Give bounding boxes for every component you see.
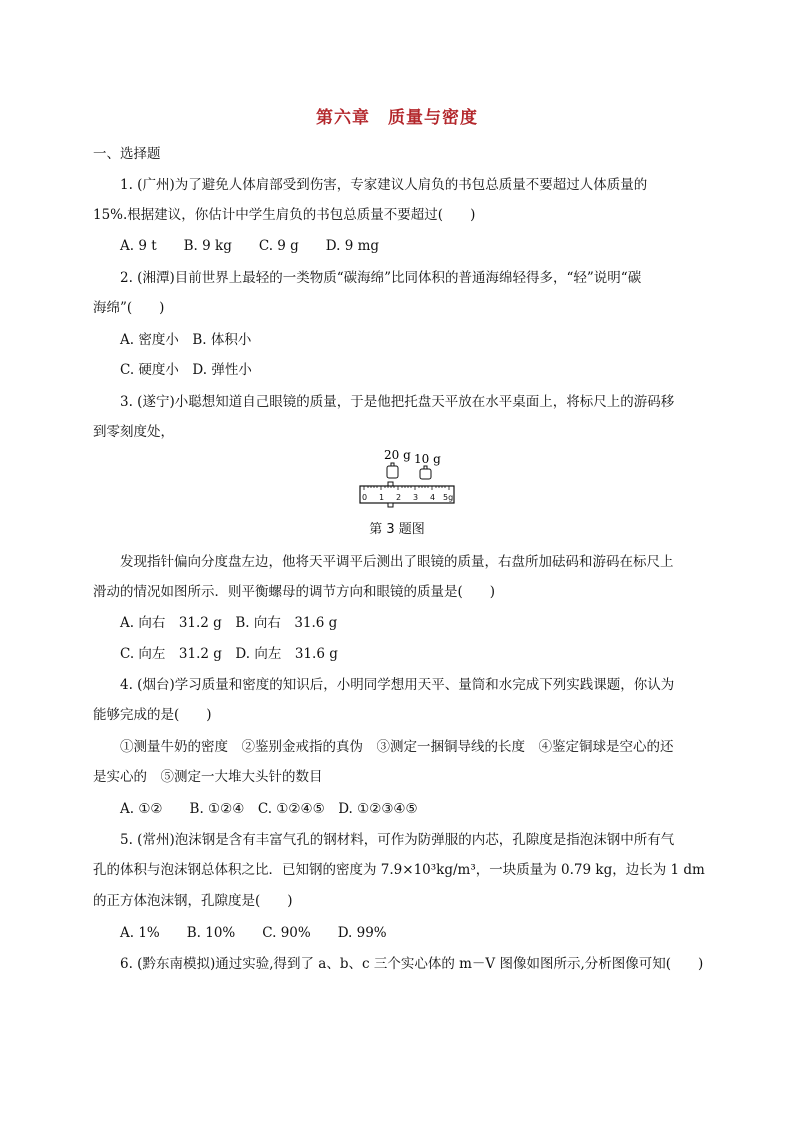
rider-bottom-icon	[388, 503, 393, 507]
balance-scale-figure	[350, 445, 460, 520]
q6-text-line1: 6. (黔东南模拟)通过实验,得到了 a、b、c 三个实心体的 m－V 图像如图所示,分析图像可知( )	[120, 956, 704, 972]
q4-text-line3: ①测量牛奶的密度 ②鉴别金戒指的真伪 ③测定一捆铜导线的长度 ④鉴定铜球是空心的还	[120, 739, 674, 755]
q1-text-line2: 15%.根据建议，你估计中学生肩负的书包总质量不要超过( )	[93, 207, 476, 223]
rider-top-icon	[388, 482, 393, 486]
q5-options: A. 1% B. 10% C. 90% D. 99%	[120, 925, 387, 941]
scale-bar	[360, 486, 454, 503]
scale-tick-label: 0	[362, 493, 368, 502]
scale-tick-label: 4	[430, 493, 436, 502]
q4-text-line4: 是实心的 ⑤测定一大堆大头针的数目	[93, 769, 323, 785]
q3-text-line3: 发现指针偏向分度盘左边，他将天平调平后测出了眼镜的质量，右盘所加砝码和游码在标尺上	[120, 554, 674, 570]
q2-options-row2: C. 硬度小 D. 弹性小	[120, 362, 252, 378]
q2-text-line1: 2. (湘潭)目前世界上最轻的一类物质“碳海绵”比同体积的普通海绵轻得多，“轻”说明“碳	[120, 270, 642, 286]
q3-text-line1: 3. (遂宁)小聪想知道自己眼镜的质量，于是他把托盘天平放在水平桌面上，将标尺上的游码移	[120, 394, 675, 410]
q3-options-row2: C. 向左 31.2 g D. 向左 31.6 g	[120, 646, 338, 662]
scale-tick-label: 2	[396, 493, 402, 502]
q1-text-line1: 1. (广州)为了避免人体肩部受到伤害，专家建议人肩负的书包总质量不要超过人体质量的	[120, 177, 648, 193]
scale-tick-label: 3	[413, 493, 419, 502]
scale-tick-label: 5g	[443, 493, 454, 502]
q3-options-row1: A. 向右 31.2 g B. 向右 31.6 g	[120, 615, 338, 631]
chapter-title: 第六章 质量与密度	[316, 108, 478, 128]
scale-ticks	[364, 486, 449, 490]
q5-text-line2: 孔的体积与泡沫钢总体积之比．已知钢的密度为 7.9×10³kg/m³，一块质量为 0.79 kg，边长为 1 dm	[93, 862, 705, 878]
weight-20g-icon	[387, 463, 398, 478]
q1-options: A. 9 t B. 9 kg C. 9 g D. 9 mg	[120, 238, 380, 254]
section-heading: 一、选择题	[93, 146, 161, 162]
q4-options: A. ①② B. ①②④ C. ①②④⑤ D. ①②③④⑤	[120, 801, 418, 817]
weight-20g-label: 20 g	[384, 448, 411, 462]
q3-text-line4: 滑动的情况如图所示．则平衡螺母的调节方向和眼镜的质量是( )	[93, 584, 496, 600]
weight-10g-icon	[420, 466, 431, 479]
q5-text-line3: 的正方体泡沫钢，孔隙度是( )	[93, 893, 293, 909]
weight-10g-label: 10 g	[414, 452, 441, 466]
q4-text-line1: 4. (烟台)学习质量和密度的知识后，小明同学想用天平、量筒和水完成下列实践课题，你认为	[120, 677, 675, 693]
q5-text-line1: 5. (常州)泡沫钢是含有丰富气孔的钢材料，可作为防弹服的内芯，孔隙度是指泡沫钢中所有气	[120, 832, 675, 848]
q4-text-line2: 能够完成的是( )	[93, 707, 212, 723]
q3-text-line2: 到零刻度处，	[93, 424, 174, 440]
scale-tick-label: 1	[379, 493, 385, 502]
q2-options-row1: A. 密度小 B. 体积小	[120, 332, 252, 348]
q2-text-line2: 海绵”( )	[93, 300, 165, 316]
figure-caption: 第 3 题图	[369, 522, 425, 537]
